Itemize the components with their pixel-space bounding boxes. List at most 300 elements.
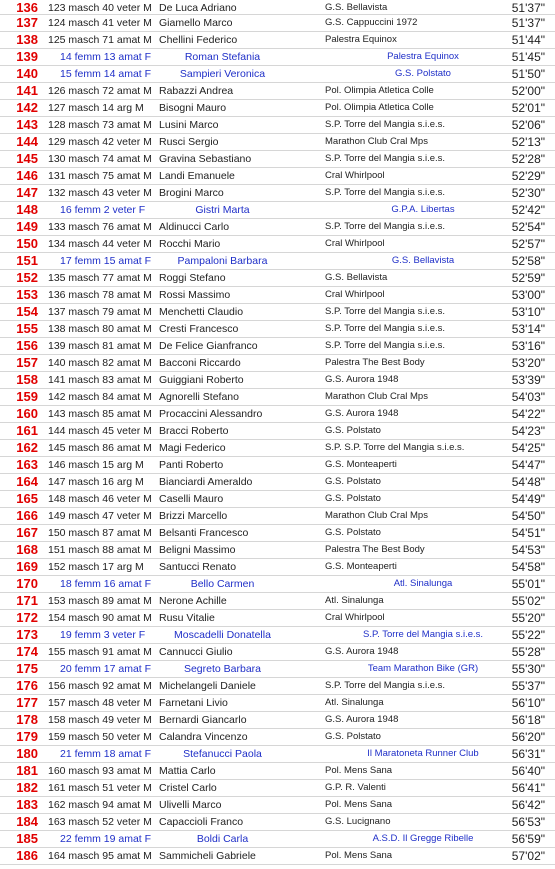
table-row — [0, 746, 555, 763]
club-cell: G.S. Bellavista — [325, 272, 388, 283]
table-row — [0, 185, 555, 202]
time-cell: 51'37" — [511, 16, 545, 30]
athlete-name-cell: Rossi Massimo — [159, 289, 231, 301]
position-cell: 137 — [16, 15, 38, 30]
club-cell: Pol. Olimpia Atletica Colle — [325, 102, 434, 113]
time-cell: 53'10" — [511, 305, 545, 319]
club-cell: G.S. Bellavista — [391, 255, 455, 266]
table-row — [0, 457, 555, 474]
athlete-name-cell: Landi Emanuele — [159, 170, 235, 182]
table-row — [0, 253, 555, 270]
club-cell: G.S. Polstato — [325, 476, 381, 487]
time-cell: 52'01" — [511, 101, 545, 115]
athlete-name-cell: Agnorelli Stefano — [159, 391, 239, 403]
athlete-name-cell: Segreto Barbara — [183, 663, 262, 675]
category-cell: 162 masch 94 amat M — [48, 799, 152, 811]
category-cell: 159 masch 50 veter M — [48, 731, 152, 743]
club-cell: S.P. Torre del Mangia s.i.e.s. — [325, 306, 446, 317]
athlete-name-cell: Brizzi Marcello — [159, 510, 228, 522]
category-cell: 128 masch 73 amat M — [48, 119, 152, 131]
club-cell: Cral Whirlpool — [325, 238, 385, 249]
table-row — [0, 100, 555, 117]
time-cell: 52'58" — [511, 254, 545, 268]
position-cell: 153 — [16, 287, 38, 302]
club-cell: S.P. Torre del Mangia s.i.e.s. — [325, 680, 446, 691]
time-cell: 55'37" — [511, 679, 545, 693]
position-cell: 147 — [16, 185, 38, 200]
category-cell: 161 masch 51 veter M — [48, 782, 152, 794]
club-cell: S.P. Torre del Mangia s.i.e.s. — [325, 340, 446, 351]
position-cell: 152 — [16, 270, 38, 285]
athlete-name-cell: Menchetti Claudio — [159, 306, 244, 318]
category-cell: 129 masch 42 veter M — [48, 136, 152, 148]
category-cell: 156 masch 92 amat M — [48, 680, 152, 692]
category-cell: 17 femm 15 amat F — [60, 255, 152, 267]
athlete-name-cell: Farnetani Livio — [159, 697, 228, 709]
athlete-name-cell: Rabazzi Andrea — [159, 85, 234, 97]
category-cell: 135 masch 77 amat M — [48, 272, 152, 284]
time-cell: 54'51" — [511, 526, 545, 540]
time-cell: 51'50" — [511, 67, 545, 81]
table-row — [0, 338, 555, 355]
category-cell: 163 masch 52 veter M — [48, 816, 152, 828]
athlete-name-cell: Bracci Roberto — [159, 425, 229, 437]
athlete-name-cell: Roggi Stefano — [159, 272, 226, 284]
athlete-name-cell: Bacconi Riccardo — [159, 357, 241, 369]
table-row — [0, 49, 555, 66]
position-cell: 179 — [16, 729, 38, 744]
athlete-name-cell: Lusini Marco — [159, 119, 219, 131]
table-row — [0, 372, 555, 389]
category-cell: 143 masch 85 amat M — [48, 408, 152, 420]
athlete-name-cell: Brogini Marco — [159, 187, 224, 199]
category-cell: 138 masch 80 amat M — [48, 323, 152, 335]
club-cell: Marathon Club Cral Mps — [325, 510, 428, 521]
time-cell: 54'48" — [511, 475, 545, 489]
table-row — [0, 287, 555, 304]
table-row — [0, 474, 555, 491]
athlete-name-cell: Cristel Carlo — [159, 782, 217, 794]
category-cell: 144 masch 45 veter M — [48, 425, 152, 437]
position-cell: 145 — [16, 151, 38, 166]
table-row — [0, 729, 555, 746]
athlete-name-cell: Santucci Renato — [159, 561, 237, 573]
category-cell: 137 masch 79 amat M — [48, 306, 152, 318]
position-cell: 166 — [16, 508, 38, 523]
table-row — [0, 763, 555, 780]
time-cell: 54'03" — [511, 390, 545, 404]
position-cell: 174 — [16, 644, 38, 659]
athlete-name-cell: Aldinucci Carlo — [159, 221, 230, 233]
category-cell: 130 masch 74 amat M — [48, 153, 152, 165]
table-row — [0, 168, 555, 185]
club-cell: Il Maratoneta Runner Club — [367, 748, 479, 759]
time-cell: 54'25" — [511, 441, 545, 455]
position-cell: 158 — [16, 372, 38, 387]
table-row — [0, 0, 555, 15]
position-cell: 142 — [16, 100, 38, 115]
athlete-name-cell: Bello Carmen — [190, 578, 255, 590]
time-cell: 56'41" — [511, 781, 545, 795]
position-cell: 157 — [16, 355, 38, 370]
category-cell: 152 masch 17 arg M — [48, 561, 144, 573]
time-cell: 54'49" — [511, 492, 545, 506]
athlete-name-cell: Pampaloni Barbara — [177, 255, 268, 267]
position-cell: 172 — [16, 610, 38, 625]
club-cell: Palestra The Best Body — [325, 544, 425, 555]
table-row — [0, 32, 555, 49]
position-cell: 136 — [16, 0, 38, 15]
club-cell: Team Marathon Bike (GR) — [367, 663, 479, 674]
position-cell: 155 — [16, 321, 38, 336]
table-row — [0, 610, 555, 627]
table-row — [0, 270, 555, 287]
time-cell: 56'59" — [511, 832, 545, 846]
position-cell: 162 — [16, 440, 38, 455]
time-cell: 52'13" — [511, 135, 545, 149]
category-cell: 124 masch 41 veter M — [48, 17, 152, 29]
athlete-name-cell: Rusu Vitalie — [159, 612, 215, 624]
time-cell: 53'14" — [511, 322, 545, 336]
table-row — [0, 797, 555, 814]
category-cell: 140 masch 82 amat M — [48, 357, 152, 369]
club-cell: G.S. Bellavista — [325, 2, 388, 13]
position-cell: 146 — [16, 168, 38, 183]
time-cell: 52'06" — [511, 118, 545, 132]
athlete-name-cell: Sammicheli Gabriele — [159, 850, 256, 862]
athlete-name-cell: Beligni Massimo — [159, 544, 236, 556]
club-cell: Cral Whirlpool — [325, 289, 385, 300]
time-cell: 55'22" — [511, 628, 545, 642]
category-cell: 126 masch 72 amat M — [48, 85, 152, 97]
time-cell: 52'28" — [511, 152, 545, 166]
table-row — [0, 66, 555, 83]
club-cell: S.P. Torre del Mangia s.i.e.s. — [363, 629, 484, 640]
athlete-name-cell: Belsanti Francesco — [159, 527, 249, 539]
position-cell: 186 — [16, 848, 38, 863]
category-cell: 142 masch 84 amat M — [48, 391, 152, 403]
club-cell: A.S.D. Il Gregge Ribelle — [372, 833, 474, 844]
category-cell: 145 masch 86 amat M — [48, 442, 152, 454]
category-cell: 153 masch 89 amat M — [48, 595, 152, 607]
athlete-name-cell: Gistri Marta — [195, 204, 250, 216]
athlete-name-cell: Cresti Francesco — [159, 323, 239, 335]
table-row — [0, 15, 555, 32]
athlete-name-cell: Michelangeli Daniele — [159, 680, 256, 692]
category-cell: 136 masch 78 amat M — [48, 289, 152, 301]
athlete-name-cell: Cannucci Giulio — [159, 646, 233, 658]
club-cell: Palestra The Best Body — [325, 357, 425, 368]
club-cell: Cral Whirlpool — [325, 170, 385, 181]
category-cell: 158 masch 49 veter M — [48, 714, 152, 726]
position-cell: 160 — [16, 406, 38, 421]
time-cell: 52'29" — [511, 169, 545, 183]
category-cell: 134 masch 44 veter M — [48, 238, 152, 250]
table-row — [0, 576, 555, 593]
club-cell: G.S. Aurora 1948 — [325, 714, 399, 725]
time-cell: 54'22" — [511, 407, 545, 421]
table-row — [0, 814, 555, 831]
table-row — [0, 712, 555, 729]
position-cell: 148 — [16, 202, 38, 217]
position-cell: 175 — [16, 661, 38, 676]
club-cell: G.P.A. Libertas — [391, 204, 455, 215]
athlete-name-cell: Gravina Sebastiano — [159, 153, 252, 165]
position-cell: 165 — [16, 491, 38, 506]
position-cell: 140 — [16, 66, 38, 81]
athlete-name-cell: Panti Roberto — [159, 459, 224, 471]
time-cell: 55'02" — [511, 594, 545, 608]
athlete-name-cell: Ulivelli Marco — [159, 799, 222, 811]
position-cell: 168 — [16, 542, 38, 557]
category-cell: 18 femm 16 amat F — [60, 578, 152, 590]
category-cell: 22 femm 19 amat F — [60, 833, 152, 845]
athlete-name-cell: Chellini Federico — [159, 34, 238, 46]
time-cell: 52'30" — [511, 186, 545, 200]
time-cell: 54'47" — [511, 458, 545, 472]
position-cell: 139 — [16, 49, 38, 64]
category-cell: 149 masch 47 veter M — [48, 510, 152, 522]
position-cell: 173 — [16, 627, 38, 642]
time-cell: 53'20" — [511, 356, 545, 370]
time-cell: 54'58" — [511, 560, 545, 574]
category-cell: 154 masch 90 amat M — [48, 612, 152, 624]
club-cell: G.S. Polstato — [325, 527, 381, 538]
position-cell: 164 — [16, 474, 38, 489]
position-cell: 167 — [16, 525, 38, 540]
athlete-name-cell: Bernardi Giancarlo — [159, 714, 247, 726]
club-cell: G.S. Cappuccini 1972 — [325, 17, 418, 28]
position-cell: 138 — [16, 32, 38, 47]
time-cell: 56'31" — [511, 747, 545, 761]
time-cell: 54'50" — [511, 509, 545, 523]
category-cell: 14 femm 13 amat F — [60, 51, 152, 63]
category-cell: 132 masch 43 veter M — [48, 187, 152, 199]
table-row — [0, 219, 555, 236]
table-row — [0, 644, 555, 661]
category-cell: 146 masch 15 arg M — [48, 459, 144, 471]
athlete-name-cell: Mattia Carlo — [159, 765, 216, 777]
table-row — [0, 389, 555, 406]
athlete-name-cell: Moscadelli Donatella — [174, 629, 271, 641]
club-cell: S.P. S.P. Torre del Mangia s.i.e.s. — [325, 442, 465, 453]
club-cell: Atl. Sinalunga — [325, 697, 384, 708]
category-cell: 19 femm 3 veter F — [60, 629, 146, 641]
club-cell: G.S. Monteaperti — [325, 561, 397, 572]
time-cell: 56'20" — [511, 730, 545, 744]
time-cell: 51'37" — [511, 1, 545, 15]
category-cell: 147 masch 16 arg M — [48, 476, 144, 488]
category-cell: 160 masch 93 amat M — [48, 765, 152, 777]
time-cell: 57'02" — [511, 849, 545, 863]
time-cell: 52'00" — [511, 84, 545, 98]
position-cell: 177 — [16, 695, 38, 710]
athlete-name-cell: Rocchi Mario — [159, 238, 221, 250]
table-row — [0, 525, 555, 542]
athlete-name-cell: Giamello Marco — [159, 17, 233, 29]
table-row — [0, 542, 555, 559]
club-cell: Palestra Equinox — [325, 34, 397, 45]
time-cell: 55'28" — [511, 645, 545, 659]
athlete-name-cell: Calandra Vincenzo — [159, 731, 248, 743]
table-row — [0, 202, 555, 219]
position-cell: 144 — [16, 134, 38, 149]
category-cell: 125 masch 71 amat M — [48, 34, 152, 46]
athlete-name-cell: Rusci Sergio — [159, 136, 219, 148]
category-cell: 139 masch 81 amat M — [48, 340, 152, 352]
club-cell: Pol. Olimpia Atletica Colle — [325, 85, 434, 96]
athlete-name-cell: Bianciardi Ameraldo — [159, 476, 253, 488]
time-cell: 55'30" — [511, 662, 545, 676]
club-cell: G.P. R. Valenti — [325, 782, 386, 793]
club-cell: Pol. Mens Sana — [325, 765, 393, 776]
position-cell: 156 — [16, 338, 38, 353]
table-row — [0, 848, 555, 865]
category-cell: 15 femm 14 amat F — [60, 68, 152, 80]
table-row — [0, 780, 555, 797]
category-cell: 148 masch 46 veter M — [48, 493, 152, 505]
position-cell: 176 — [16, 678, 38, 693]
time-cell: 54'53" — [511, 543, 545, 557]
time-cell: 55'20" — [511, 611, 545, 625]
position-cell: 161 — [16, 423, 38, 438]
athlete-name-cell: Procaccini Alessandro — [159, 408, 263, 420]
athlete-name-cell: Bisogni Mauro — [159, 102, 227, 114]
table-row — [0, 304, 555, 321]
athlete-name-cell: Caselli Mauro — [159, 493, 224, 505]
table-row — [0, 695, 555, 712]
category-cell: 133 masch 76 amat M — [48, 221, 152, 233]
athlete-name-cell: Roman Stefania — [184, 51, 261, 63]
club-cell: G.S. Monteaperti — [325, 459, 397, 470]
club-cell: G.S. Lucignano — [325, 816, 391, 827]
club-cell: S.P. Torre del Mangia s.i.e.s. — [325, 187, 446, 198]
category-cell: 141 masch 83 amat M — [48, 374, 152, 386]
time-cell: 51'44" — [511, 33, 545, 47]
position-cell: 183 — [16, 797, 38, 812]
table-row — [0, 678, 555, 695]
position-cell: 150 — [16, 236, 38, 251]
position-cell: 159 — [16, 389, 38, 404]
club-cell: G.S. Polstato — [395, 68, 451, 79]
time-cell: 56'42" — [511, 798, 545, 812]
table-row — [0, 83, 555, 100]
category-cell: 164 masch 95 amat M — [48, 850, 152, 862]
athlete-name-cell: Capaccioli Franco — [159, 816, 244, 828]
category-cell: 16 femm 2 veter F — [60, 204, 146, 216]
club-cell: Marathon Club Cral Mps — [325, 391, 428, 402]
position-cell: 143 — [16, 117, 38, 132]
club-cell: Palestra Equinox — [387, 51, 459, 62]
athlete-name-cell: Sampieri Veronica — [179, 68, 266, 80]
table-row — [0, 593, 555, 610]
table-row — [0, 355, 555, 372]
club-cell: G.S. Aurora 1948 — [325, 408, 399, 419]
position-cell: 141 — [16, 83, 38, 98]
time-cell: 52'57" — [511, 237, 545, 251]
time-cell: 53'00" — [511, 288, 545, 302]
table-row — [0, 117, 555, 134]
category-cell: 127 masch 14 arg M — [48, 102, 144, 114]
table-row — [0, 134, 555, 151]
club-cell: Cral Whirlpool — [325, 612, 385, 623]
category-cell: 151 masch 88 amat M — [48, 544, 152, 556]
club-cell: Atl. Sinalunga — [325, 595, 384, 606]
table-row — [0, 831, 555, 848]
table-row — [0, 321, 555, 338]
table-row — [0, 423, 555, 440]
time-cell: 55'01" — [511, 577, 545, 591]
category-cell: 21 femm 18 amat F — [60, 748, 152, 760]
time-cell: 54'23" — [511, 424, 545, 438]
table-row — [0, 236, 555, 253]
position-cell: 149 — [16, 219, 38, 234]
club-cell: Pol. Mens Sana — [325, 850, 393, 861]
athlete-name-cell: Boldi Carla — [196, 833, 249, 845]
position-cell: 185 — [16, 831, 38, 846]
time-cell: 51'45" — [511, 50, 545, 64]
athlete-name-cell: Guiggiani Roberto — [159, 374, 244, 386]
club-cell: S.P. Torre del Mangia s.i.e.s. — [325, 153, 446, 164]
club-cell: Atl. Sinalunga — [393, 578, 453, 589]
club-cell: G.S. Aurora 1948 — [325, 646, 399, 657]
position-cell: 181 — [16, 763, 38, 778]
table-row — [0, 491, 555, 508]
athlete-name-cell: Magi Federico — [159, 442, 226, 454]
athlete-name-cell: Nerone Achille — [159, 595, 227, 607]
category-cell: 123 masch 40 veter M — [48, 2, 152, 14]
club-cell: G.S. Aurora 1948 — [325, 374, 399, 385]
table-row — [0, 406, 555, 423]
position-cell: 151 — [16, 253, 38, 268]
position-cell: 178 — [16, 712, 38, 727]
club-cell: G.S. Polstato — [325, 493, 381, 504]
club-cell: S.P. Torre del Mangia s.i.e.s. — [325, 119, 446, 130]
time-cell: 52'42" — [511, 203, 545, 217]
category-cell: 155 masch 91 amat M — [48, 646, 152, 658]
time-cell: 53'39" — [511, 373, 545, 387]
athlete-name-cell: De Luca Adriano — [159, 2, 237, 14]
time-cell: 56'18" — [511, 713, 545, 727]
table-row — [0, 627, 555, 644]
position-cell: 170 — [16, 576, 38, 591]
position-cell: 154 — [16, 304, 38, 319]
club-cell: G.S. Polstato — [325, 425, 381, 436]
category-cell: 150 masch 87 amat M — [48, 527, 152, 539]
table-row — [0, 151, 555, 168]
club-cell: Pol. Mens Sana — [325, 799, 393, 810]
position-cell: 171 — [16, 593, 38, 608]
club-cell: S.P. Torre del Mangia s.i.e.s. — [325, 221, 446, 232]
table-row — [0, 440, 555, 457]
club-cell: G.S. Polstato — [325, 731, 381, 742]
time-cell: 52'59" — [511, 271, 545, 285]
position-cell: 180 — [16, 746, 38, 761]
athlete-name-cell: Stefanucci Paola — [183, 748, 262, 760]
category-cell: 131 masch 75 amat M — [48, 170, 152, 182]
position-cell: 163 — [16, 457, 38, 472]
position-cell: 169 — [16, 559, 38, 574]
table-row — [0, 559, 555, 576]
athlete-name-cell: De Felice Gianfranco — [159, 340, 258, 352]
table-row — [0, 661, 555, 678]
time-cell: 56'10" — [511, 696, 545, 710]
time-cell: 53'16" — [511, 339, 545, 353]
position-cell: 182 — [16, 780, 38, 795]
club-cell: S.P. Torre del Mangia s.i.e.s. — [325, 323, 446, 334]
club-cell: Marathon Club Cral Mps — [325, 136, 428, 147]
position-cell: 184 — [16, 814, 38, 829]
